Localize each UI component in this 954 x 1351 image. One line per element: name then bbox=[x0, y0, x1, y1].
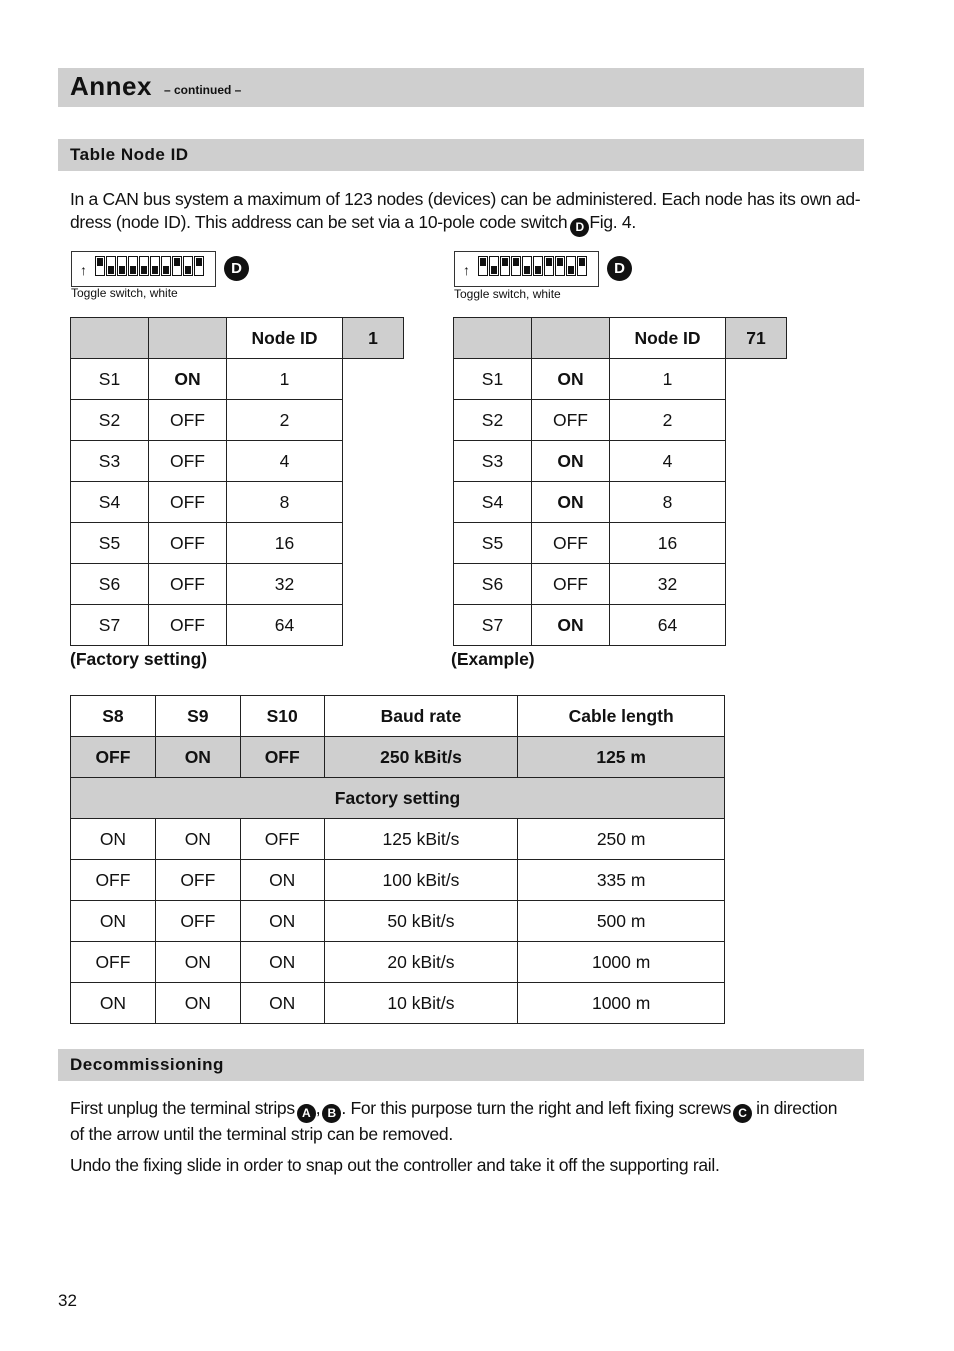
table-row bbox=[454, 605, 787, 646]
table-cell: S1 bbox=[454, 359, 532, 400]
table-cell: OFF bbox=[149, 441, 227, 482]
section-title: Table Node ID bbox=[70, 145, 189, 164]
decom-text: . For this purpose turn the right and left fixing screws bbox=[341, 1098, 732, 1118]
decom-text: First unplug the terminal strips bbox=[70, 1098, 295, 1118]
table-cell: ON bbox=[155, 942, 240, 983]
table-cell: ON bbox=[240, 942, 324, 983]
table-cell: ON bbox=[155, 819, 240, 860]
table-cell: 16 bbox=[610, 523, 726, 564]
factory-setting-label: Factory setting bbox=[71, 778, 725, 819]
table-cell: OFF bbox=[71, 737, 156, 778]
table-cell: 8 bbox=[610, 482, 726, 523]
node-id-label: Node ID bbox=[227, 318, 343, 359]
switch-knob bbox=[152, 266, 158, 274]
switch-caption: Toggle switch, white bbox=[454, 287, 561, 301]
table-cell: 10 kBit/s bbox=[324, 983, 518, 1024]
table-cell: ON bbox=[240, 860, 324, 901]
table-cell: S3 bbox=[454, 441, 532, 482]
table-cell: OFF bbox=[71, 942, 156, 983]
node-id-value: 1 bbox=[343, 318, 404, 359]
switch-knob bbox=[513, 258, 519, 266]
switch-knob bbox=[480, 258, 486, 266]
switch-cells bbox=[95, 256, 204, 276]
table-cell: S4 bbox=[71, 482, 149, 523]
table-cell: 1000 m bbox=[518, 942, 725, 983]
table-cell: OFF bbox=[532, 523, 610, 564]
table-cell: 4 bbox=[610, 441, 726, 482]
switch-cell bbox=[150, 256, 160, 276]
table-cell: 1 bbox=[227, 359, 343, 400]
table-cell: ON bbox=[532, 441, 610, 482]
table-cell: 32 bbox=[610, 564, 726, 605]
switch-cell bbox=[194, 256, 204, 276]
col-header: Baud rate bbox=[324, 696, 518, 737]
switch-knob bbox=[524, 266, 530, 274]
table-cell: 100 kBit/s bbox=[324, 860, 518, 901]
table-cell: OFF bbox=[149, 564, 227, 605]
switch-cell bbox=[128, 256, 138, 276]
switch-knob bbox=[557, 258, 563, 266]
table-cell: ON bbox=[71, 983, 156, 1024]
col-header: Cable length bbox=[518, 696, 725, 737]
node-id-table-example bbox=[453, 317, 787, 646]
table-cell: 250 m bbox=[518, 819, 725, 860]
switch-knob bbox=[185, 266, 191, 274]
switch-cell bbox=[117, 256, 127, 276]
switch-knob bbox=[97, 258, 103, 266]
table-cell: OFF bbox=[155, 901, 240, 942]
intro-line-2 bbox=[70, 211, 870, 237]
table-cell: OFF bbox=[149, 605, 227, 646]
switch-cell bbox=[489, 256, 499, 276]
node-id-value: 71 bbox=[726, 318, 787, 359]
table-cell: 1 bbox=[610, 359, 726, 400]
table-cell: OFF bbox=[240, 737, 324, 778]
switch-knob bbox=[108, 266, 114, 274]
switch-cell bbox=[161, 256, 171, 276]
switch-cell bbox=[500, 256, 510, 276]
arrow-up-icon: ↑ bbox=[463, 262, 470, 278]
table-caption: (Example) bbox=[451, 649, 535, 669]
switch-knob bbox=[119, 266, 125, 274]
switch-cell bbox=[555, 256, 565, 276]
table-row bbox=[71, 983, 725, 1024]
table-cell: S5 bbox=[71, 523, 149, 564]
switch-knob bbox=[502, 258, 508, 266]
table-cell: 20 kBit/s bbox=[324, 942, 518, 983]
table-cell: S7 bbox=[454, 605, 532, 646]
table-cell: S3 bbox=[71, 441, 149, 482]
marker-d-icon: D bbox=[224, 256, 249, 281]
table-cell: 125 kBit/s bbox=[324, 819, 518, 860]
table-cell: ON bbox=[71, 819, 156, 860]
table-cell: ON bbox=[532, 482, 610, 523]
switch-cell bbox=[566, 256, 576, 276]
table-cell: ON bbox=[149, 359, 227, 400]
switch-cells bbox=[478, 256, 587, 276]
marker-a-icon: A bbox=[297, 1104, 316, 1123]
table-cell: OFF bbox=[532, 400, 610, 441]
table-cell: S4 bbox=[454, 482, 532, 523]
section-title: Decommissioning bbox=[70, 1055, 224, 1074]
table-row bbox=[71, 942, 725, 983]
decom-line-2: of the arrow until the terminal strip can be removed. bbox=[70, 1124, 453, 1144]
table-caption: (Factory setting) bbox=[70, 649, 208, 669]
table-header-row bbox=[454, 318, 787, 359]
table-row bbox=[71, 400, 404, 441]
table-cell: 2 bbox=[610, 400, 726, 441]
switch-cell bbox=[139, 256, 149, 276]
table-cell: 125 m bbox=[518, 737, 725, 778]
switch-cell bbox=[106, 256, 116, 276]
table-cell: ON bbox=[240, 901, 324, 942]
table-row bbox=[454, 400, 787, 441]
code-switch-right bbox=[454, 251, 599, 287]
table-cell: OFF bbox=[532, 564, 610, 605]
intro-paragraph bbox=[70, 188, 870, 237]
page-title: Annex bbox=[70, 71, 152, 101]
switch-knob bbox=[568, 266, 574, 274]
table-cell: OFF bbox=[149, 400, 227, 441]
table-cell: 1000 m bbox=[518, 983, 725, 1024]
table-row bbox=[71, 819, 725, 860]
switch-cell bbox=[544, 256, 554, 276]
switch-knob bbox=[141, 266, 147, 274]
table-row bbox=[71, 564, 404, 605]
table-row bbox=[71, 482, 404, 523]
table-cell: S6 bbox=[454, 564, 532, 605]
table-cell: ON bbox=[155, 983, 240, 1024]
table-cell: ON bbox=[155, 737, 240, 778]
factory-label-row bbox=[71, 778, 725, 819]
table-row bbox=[71, 901, 725, 942]
col-header: S10 bbox=[240, 696, 324, 737]
marker-c-icon: C bbox=[733, 1104, 752, 1123]
switch-knob bbox=[579, 258, 585, 266]
switch-caption: Toggle switch, white bbox=[71, 286, 178, 300]
table-cell: S2 bbox=[454, 400, 532, 441]
switch-knob bbox=[130, 266, 136, 274]
section-node-id-header bbox=[58, 139, 864, 171]
table-row bbox=[71, 359, 404, 400]
table-cell: 4 bbox=[227, 441, 343, 482]
node-id-table-factory bbox=[70, 317, 404, 646]
table-cell: 16 bbox=[227, 523, 343, 564]
decom-text: , bbox=[315, 1098, 321, 1118]
table-cell: OFF bbox=[149, 523, 227, 564]
table-cell: S6 bbox=[71, 564, 149, 605]
table-cell: OFF bbox=[71, 860, 156, 901]
switch-cell bbox=[511, 256, 521, 276]
col-header: S9 bbox=[155, 696, 240, 737]
page-number: 32 bbox=[58, 1291, 77, 1310]
table-header-row bbox=[71, 696, 725, 737]
table-cell: S2 bbox=[71, 400, 149, 441]
decom-text: in direction bbox=[756, 1098, 838, 1118]
table-cell: OFF bbox=[149, 482, 227, 523]
decom-line-1 bbox=[70, 1097, 870, 1123]
switch-cell bbox=[577, 256, 587, 276]
switch-cell bbox=[522, 256, 532, 276]
factory-row bbox=[71, 737, 725, 778]
table-cell: ON bbox=[240, 983, 324, 1024]
table-cell: S5 bbox=[454, 523, 532, 564]
table-row bbox=[71, 523, 404, 564]
table-cell: 8 bbox=[227, 482, 343, 523]
table-cell: 250 kBit/s bbox=[324, 737, 518, 778]
decommissioning-paragraph-1 bbox=[70, 1097, 870, 1146]
table-cell: S1 bbox=[71, 359, 149, 400]
annex-header bbox=[58, 68, 864, 107]
table-row bbox=[71, 860, 725, 901]
table-row bbox=[71, 441, 404, 482]
table-row bbox=[454, 359, 787, 400]
table-row bbox=[71, 605, 404, 646]
marker-d-icon: D bbox=[570, 218, 589, 237]
table-row bbox=[454, 564, 787, 605]
switch-cell bbox=[172, 256, 182, 276]
intro-fig-ref: Fig. 4. bbox=[589, 212, 636, 232]
table-cell: 32 bbox=[227, 564, 343, 605]
table-cell: 2 bbox=[227, 400, 343, 441]
intro-text: dress (node ID). This address can be set via a 10-pole code switch bbox=[70, 212, 568, 232]
col-header: S8 bbox=[71, 696, 156, 737]
table-cell: 50 kBit/s bbox=[324, 901, 518, 942]
switch-knob bbox=[546, 258, 552, 266]
switch-cell bbox=[183, 256, 193, 276]
table-cell: ON bbox=[71, 901, 156, 942]
table-row bbox=[454, 441, 787, 482]
table-cell: 500 m bbox=[518, 901, 725, 942]
decommissioning-paragraph-2: Undo the fixing slide in order to snap out the controller and take it off the supporting rail. bbox=[70, 1155, 720, 1175]
intro-line-1: In a CAN bus system a maximum of 123 nodes (devices) can be administered. Each node has its own ad- bbox=[70, 189, 861, 209]
table-row bbox=[454, 523, 787, 564]
table-row bbox=[454, 482, 787, 523]
table-cell: ON bbox=[532, 605, 610, 646]
table-cell: ON bbox=[532, 359, 610, 400]
switch-knob bbox=[535, 266, 541, 274]
table-cell: OFF bbox=[155, 860, 240, 901]
switch-knob bbox=[163, 266, 169, 274]
switch-knob bbox=[491, 266, 497, 274]
table-cell: S7 bbox=[71, 605, 149, 646]
table-cell: 64 bbox=[610, 605, 726, 646]
table-header-row bbox=[71, 318, 404, 359]
switch-knob bbox=[174, 258, 180, 266]
page-subtitle: – continued – bbox=[164, 83, 242, 97]
arrow-up-icon: ↑ bbox=[80, 262, 87, 278]
code-switch-left bbox=[71, 251, 216, 287]
section-decommissioning-header bbox=[58, 1049, 864, 1081]
table-cell: OFF bbox=[240, 819, 324, 860]
marker-d-icon: D bbox=[607, 256, 632, 281]
node-id-label: Node ID bbox=[610, 318, 726, 359]
table-cell: 64 bbox=[227, 605, 343, 646]
switch-cell bbox=[95, 256, 105, 276]
marker-b-icon: B bbox=[322, 1104, 341, 1123]
switch-knob bbox=[196, 258, 202, 266]
switch-cell bbox=[533, 256, 543, 276]
switch-cell bbox=[478, 256, 488, 276]
table-cell: 335 m bbox=[518, 860, 725, 901]
baud-rate-table bbox=[70, 695, 725, 1024]
